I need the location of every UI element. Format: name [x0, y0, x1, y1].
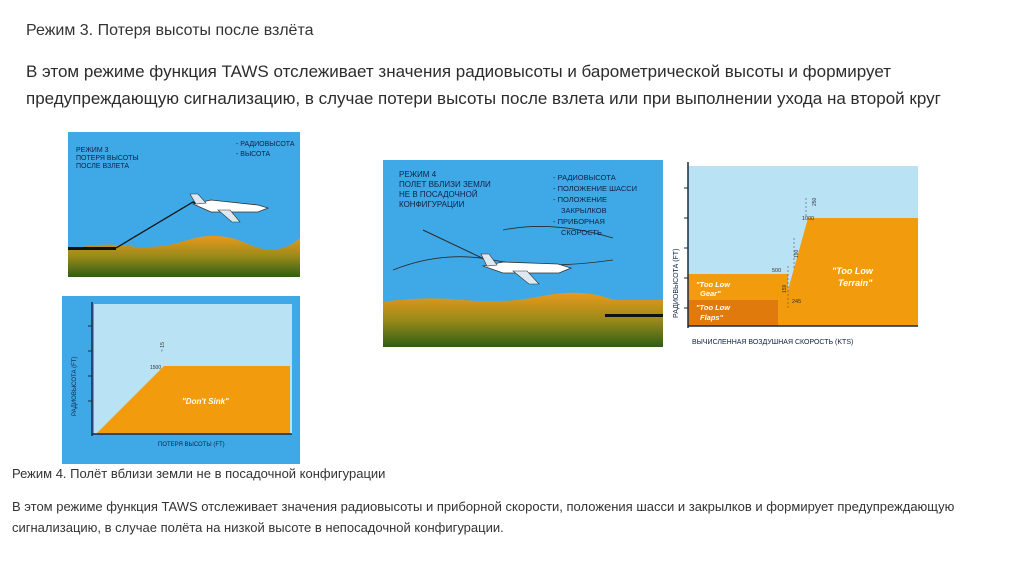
too-low-terrain-label-1: "Too Low — [832, 266, 873, 276]
too-low-flaps-label-2: Flaps" — [700, 313, 724, 322]
mode4-bullet-4: - ПРИБОРНАЯ — [553, 217, 605, 226]
mode3-scene-label-3: ПОСЛЕ ВЗЛЕТА — [76, 163, 130, 170]
mode3-description: В этом режиме функция TAWS отслеживает значения радиовысоты и барометрической высоты и формирует предупреждающую сигнализацию, в случае потери высоты после взлета или при выполнении ухода на второй круг — [26, 62, 941, 108]
mode3-dont-sink-chart — [62, 296, 300, 464]
too-low-terrain-label-2: Terrain" — [838, 278, 873, 288]
mode4-y-axis-label: РАДИОВЫСОТА (FT) — [673, 248, 680, 318]
mode3-title: Режим 3. Потеря высоты после взлёта — [26, 22, 314, 39]
mode4-bullet-3: - ПОЛОЖЕНИЕ — [553, 195, 608, 204]
mode4-bullet-4b: СКОРОСТЬ — [561, 228, 602, 237]
mode4-scene-illustration — [383, 160, 663, 347]
too-low-gear-label-1: "Too Low — [696, 280, 731, 289]
mode4-tick-250: 250 — [812, 197, 818, 206]
mode4-config-chart — [668, 158, 924, 358]
too-low-gear-label-2: Gear" — [700, 289, 721, 298]
mode3-scene-label-1: РЕЖИМ 3 — [76, 147, 109, 154]
mode3-y-axis-label: РАДИОВЫСОТА (FT) — [72, 356, 78, 416]
mode4-scene-label-1: РЕЖИМ 4 — [399, 170, 437, 179]
mode4-tick-159: 159 — [782, 284, 788, 293]
mode4-bullet-1: - РАДИОВЫСОТА — [553, 173, 616, 182]
mode3-scene-label-2: ПОТЕРЯ ВЫСОТЫ — [76, 155, 139, 162]
mode4-scene-label-3: НЕ В ПОСАДОЧНОЙ — [399, 190, 478, 199]
mode4-bullet-3b: ЗАКРЫЛКОВ — [561, 206, 607, 215]
mode4-tick-245: 245 — [792, 299, 802, 305]
mode3-bullet-1: - РАДИОВЫСОТА — [236, 141, 295, 148]
mode4-bullet-2: - ПОЛОЖЕНИЕ ШАССИ — [553, 184, 638, 193]
mode4-x-axis-label: ВЫЧИСЛЕННАЯ ВОЗДУШНАЯ СКОРОСТЬ (KTS) — [692, 339, 854, 346]
mode4-tick-500: 500 — [772, 268, 782, 274]
mode4-title: Режим 4. Полёт вблизи земли не в посадочной конфигурации — [12, 466, 386, 481]
dont-sink-label: "Don't Sink" — [182, 397, 229, 406]
mode3-tick-1500: 1500 — [150, 365, 162, 371]
too-low-flaps-label-1: "Too Low — [696, 303, 731, 312]
mode4-scene-label-2: ПОЛЕТ ВБЛИЗИ ЗЕМЛИ — [399, 180, 491, 189]
mode3-scene-illustration — [68, 132, 300, 277]
mode4-description: В этом режиме функция TAWS отслеживает значения радиовысоты и приборной скорости, положения шасси и закрылков и формирует предупреждающую сигнализацию, в случае полёта на низкой высоте в непосадочной конфигурации. — [12, 499, 955, 535]
mode3-x-axis-label: ПОТЕРЯ ВЫСОТЫ (FT) — [158, 442, 225, 448]
mode3-bullet-2: - ВЫСОТА — [236, 151, 271, 158]
mode4-scene-label-4: КОНФИГУРАЦИИ — [399, 200, 465, 209]
mode4-tick-1000: 1000 — [802, 216, 815, 222]
mode3-tick-side: ~ 15 — [160, 342, 166, 352]
mode4-tick-190: 190 — [794, 249, 800, 258]
